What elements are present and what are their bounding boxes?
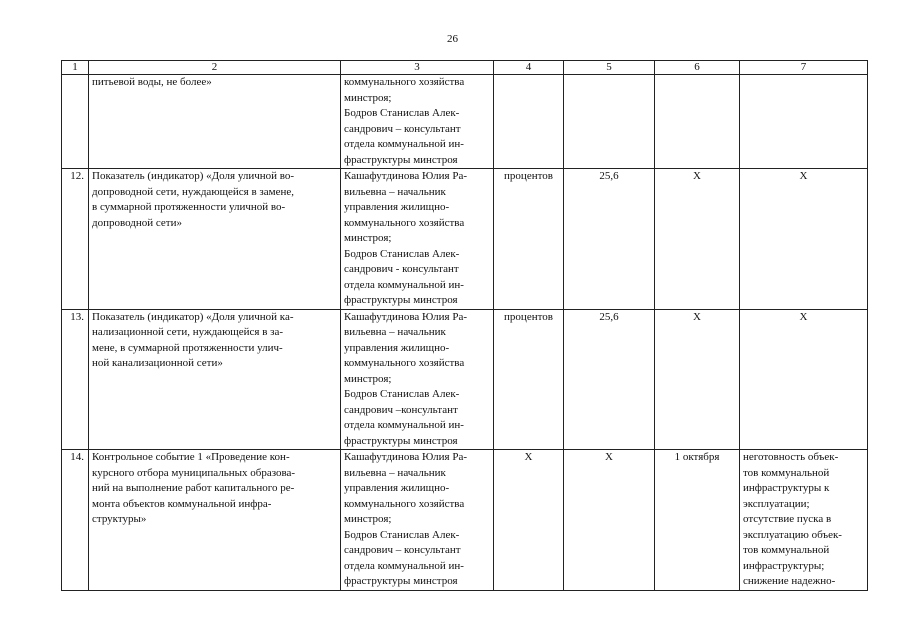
indicator-description: Контрольное событие 1 «Проведение кон- курсного отбора муниципальных образова- ний на выполнение работ капитального ре- монта объектов коммунальной инфра- структуры» <box>89 450 341 591</box>
responsible-persons: Кашафутдинова Юлия Ра- вильевна – начальник управления жилищно- коммунального хозяйства минстроя; Бодров Станислав Алек- сандрович – консультант отдела коммунальной ин- фраструктуры минстроя <box>341 450 494 591</box>
value-cell <box>564 75 655 169</box>
table-row <box>62 169 868 310</box>
deadline-cell: Х <box>655 169 740 310</box>
header-cell-2: 2 <box>89 61 341 75</box>
unit-cell: процентов <box>494 309 564 450</box>
header-cell-7: 7 <box>740 61 868 75</box>
deadline-cell <box>655 75 740 169</box>
risk-cell: неготовность объек- тов коммунальной инфраструктуры к эксплуатации; отсутствие пуска в эксплуатацию объек- тов коммунальной инфраструктуры; снижение надежно- <box>740 450 868 591</box>
table-row <box>62 309 868 450</box>
header-row <box>62 61 868 75</box>
row-number <box>62 75 89 169</box>
header-cell-4: 4 <box>494 61 564 75</box>
unit-cell <box>494 75 564 169</box>
indicator-description: питьевой воды, не более» <box>89 75 341 169</box>
value-cell: 25,6 <box>564 309 655 450</box>
risk-cell: Х <box>740 309 868 450</box>
responsible-persons: Кашафутдинова Юлия Ра- вильевна – начальник управления жилищно- коммунального хозяйства минстроя; Бодров Станислав Алек- сандрович –консультант отдела коммунальной ин- фраструктуры минстроя <box>341 309 494 450</box>
header-cell-3: 3 <box>341 61 494 75</box>
value-cell: 25,6 <box>564 169 655 310</box>
table-row <box>62 75 868 169</box>
deadline-cell: Х <box>655 309 740 450</box>
row-number: 12. <box>62 169 89 310</box>
unit-cell: процентов <box>494 169 564 310</box>
plan-table <box>61 60 868 591</box>
page-number: 26 <box>447 33 458 45</box>
indicator-description: Показатель (индикатор) «Доля уличной ка- нализационной сети, нуждающейся в за- мене, в суммарной протяженности улич- ной канализационной сети» <box>89 309 341 450</box>
value-cell: Х <box>564 450 655 591</box>
header-cell-6: 6 <box>655 61 740 75</box>
deadline-cell: 1 октября <box>655 450 740 591</box>
row-number: 13. <box>62 309 89 450</box>
row-number: 14. <box>62 450 89 591</box>
table-row <box>62 450 868 591</box>
header-cell-5: 5 <box>564 61 655 75</box>
responsible-persons: Кашафутдинова Юлия Ра- вильевна – начальник управления жилищно- коммунального хозяйства минстроя; Бодров Станислав Алек- сандрович - консультант отдела коммунальной ин- фраструктуры минстроя <box>341 169 494 310</box>
unit-cell: Х <box>494 450 564 591</box>
risk-cell <box>740 75 868 169</box>
risk-cell: Х <box>740 169 868 310</box>
indicator-description: Показатель (индикатор) «Доля уличной во- допроводной сети, нуждающейся в замене, в суммарной протяженности уличной во- допроводной сети» <box>89 169 341 310</box>
responsible-persons: коммунального хозяйства минстроя; Бодров Станислав Алек- сандрович – консультант отдела коммунальной ин- фраструктуры минстроя <box>341 75 494 169</box>
header-cell-1: 1 <box>62 61 89 75</box>
